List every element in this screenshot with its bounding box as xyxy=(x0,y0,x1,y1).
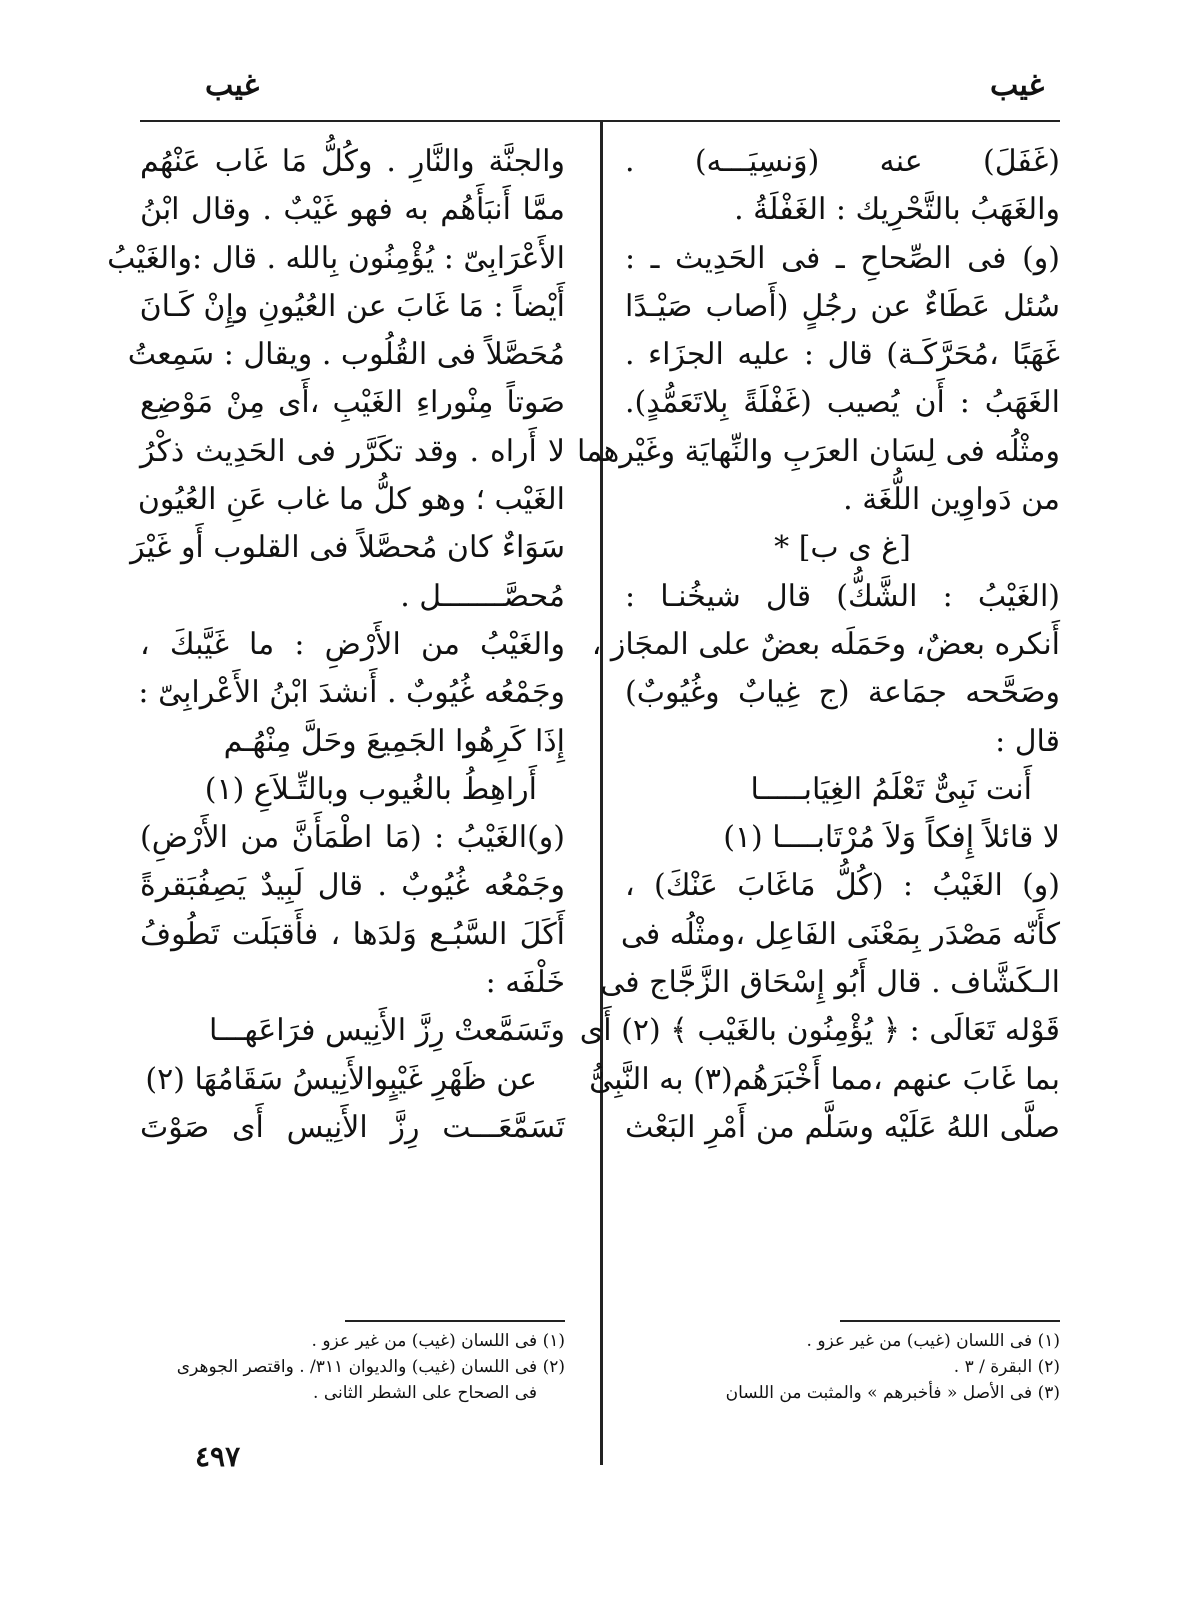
running-head-right: غيب xyxy=(990,68,1045,103)
footnote: (١) فى اللسان (غيب) من غير عزو . xyxy=(806,1331,1060,1351)
text-line: غَهَبًا ،مُحَرَّكَـة) قال : عليه الجزَاء . xyxy=(625,337,1060,373)
text-line: من دَواوِين اللُّغَة . xyxy=(843,482,1060,518)
text-line: وجَمْعُه غُيُوبٌ . أَنشدَ ابْنُ الأَعْرابِىّ : xyxy=(138,675,565,711)
text-line: صلَّى اللهُ عَلَيْه وسَلَّم من أَمْرِ البَعْث xyxy=(625,1109,1060,1145)
text-line: (الغَيْبُ : الشَّكُّ) قال شيخُنـا : xyxy=(625,578,1060,614)
text-line: (غَفَلَ) عنه (وَنسِيَـــه) . xyxy=(625,144,1060,179)
text-line: مُحَصَّلاً فى القُلُوب . ويقال : سَمِعتُ xyxy=(127,337,565,373)
text-line: (و)الغَيْبُ : (مَا اطْمَأَنَّ من الأَرْضِ) xyxy=(140,820,565,856)
text-line: سَوَاءٌ كان مُحصَّلاً فى القلوب أَو غَيْرَ xyxy=(130,530,565,566)
column-divider xyxy=(600,120,603,1465)
verse-line: إِذَا كَرِهُوا الجَمِيعَ وحَلَّ مِنْهُـم xyxy=(223,723,565,759)
right-column xyxy=(577,138,1060,1152)
text-line: قال : xyxy=(995,723,1060,759)
text-line: (و) فى الصِّحاحِ ـ فى الحَدِيث ـ : xyxy=(625,240,1060,276)
footnote-rule-right xyxy=(840,1320,1060,1322)
text-line: والغَيْبُ من الأَرْضِ : ما غَيَّبكَ ، xyxy=(140,626,565,662)
footnote: (٢) البقرة / ٣ . xyxy=(953,1357,1060,1377)
text-line: كأَنّه مَصْدَر بِمَعْنَى الفَاعِل ،ومثْلُه فى xyxy=(620,916,1060,952)
text-line: صَوتاً مِنْوراءِ الغَيْبِ ،أَى مِنْ مَوْضِع xyxy=(140,385,565,421)
text-line: أَيْضاً : مَا غَابَ عن العُيُونِ وإِنْ كَـانَ xyxy=(139,288,565,324)
footnote: (١) فى اللسان (غيب) من غير عزو . xyxy=(311,1331,565,1351)
text-line: والغَهَبُ بالتَّحْرِيك : الغَفْلَةُ . xyxy=(734,192,1060,228)
page-number: ٤٩٧ xyxy=(195,1440,241,1473)
left-column xyxy=(107,138,565,1152)
text-line: الغَيْب ؛ وهو كلُّ ما غاب عَنِ العُيُون xyxy=(137,482,565,518)
text-line: وجَمْعُه غُيُوبٌ . قال لَبِيدٌ يَصِفُبَقرةً xyxy=(140,868,565,904)
text-line: تَسَمَّعَـــت رِزَّ الأَنِيس أَى صَوْتَ xyxy=(140,1109,565,1145)
text-line: الغَهَبُ : أَن يُصيب (غَفْلَةً بِلاتَعَمُّدٍ). xyxy=(625,385,1060,421)
text-line: وصَحَّحه جمَاعة (ج غِيابٌ وغُيُوبٌ) xyxy=(625,675,1060,711)
verse-line: أَنت نَبِىٌّ تَعْلَمُ الغِيَابـــــا xyxy=(750,771,1032,807)
text-line: خَلْفَه : xyxy=(485,965,565,1001)
text-line: أَنكره بعضٌ، وحَمَلَه بعضٌ على المجَاز ، xyxy=(591,626,1060,662)
footnote: (٢) فى اللسان (غيب) والديوان ٣١١/ . واقتصر الجوهرى xyxy=(176,1357,565,1377)
text-line: لا أَراه . وقد تكَرَّر فى الحَدِيث ذكْرُ xyxy=(140,433,565,469)
text-line: أَكَلَ السَّبُـع وَلدَها ، فأَقبَلَت تَطُوفُ xyxy=(140,916,565,952)
footnotes-left xyxy=(140,1328,565,1406)
text-line: والجنَّة والنَّارِ . وكُلُّ مَا غَاب عَنْهُم xyxy=(140,144,565,179)
verse-line: لا قائلاً إِفكاً وَلاَ مُرْتَابــــا (١) xyxy=(723,820,1060,856)
verse-line: أَراهِطُ بالغُيوب وبالتِّـلاَعِ (١) xyxy=(204,771,537,807)
text-line: (و) الغَيْبُ : (كُلُّ مَاغَابَ عَنْكَ) ، xyxy=(625,868,1060,904)
text-line: ومثْلُه فى لِسَان العرَبِ والنِّهايَة وغَيْرهما xyxy=(577,433,1060,469)
footnote: (٣) فى الأصل « فأخبرهم » والمثبت من اللسان xyxy=(725,1383,1060,1403)
footnotes-right xyxy=(625,1328,1060,1406)
entry-heading: [غ ى ب] * xyxy=(774,530,911,566)
verse-line: وتَسَمَّعتْ رِزَّ الأَنِيس فرَاعَهـــا xyxy=(208,1013,565,1049)
text-line: بما غَابَ عنهم ،مما أَخْبَرَهُم(٣) به النَّبِىُّ xyxy=(589,1061,1060,1097)
text-line: الـكَشَّاف . قال أَبُو إِسْحَاق الزَّجَّاج فى xyxy=(600,965,1060,1001)
running-head-left: غيب xyxy=(205,68,260,103)
text-line: مُحصَّـــــــل . xyxy=(400,578,565,614)
footnote-rule-left xyxy=(345,1320,565,1322)
verse-line: عن ظَهْرِ غَيْبٍوالأَنِيسُ سَقَامُهَا (٢) xyxy=(145,1061,537,1097)
text-line: ممَّا أَنبَأَهُم به فهو غَيْبٌ . وقال ابْنُ xyxy=(140,192,565,228)
text-line: سُئل عَطَاءٌ عن رجُلٍ (أَصاب صَيْـدًا xyxy=(625,288,1060,324)
text-line: قَوْله تَعَالَى : ﴿ يُؤْمِنُون بالغَيْب ﴾ (٢) أَى xyxy=(579,1013,1060,1049)
text-line: الأَعْرَابِىّ : يُؤْمِنُون بِالله . قال :والغَيْبُ xyxy=(107,240,565,276)
footnote: فى الصحاح على الشطر الثانى . xyxy=(313,1383,537,1403)
